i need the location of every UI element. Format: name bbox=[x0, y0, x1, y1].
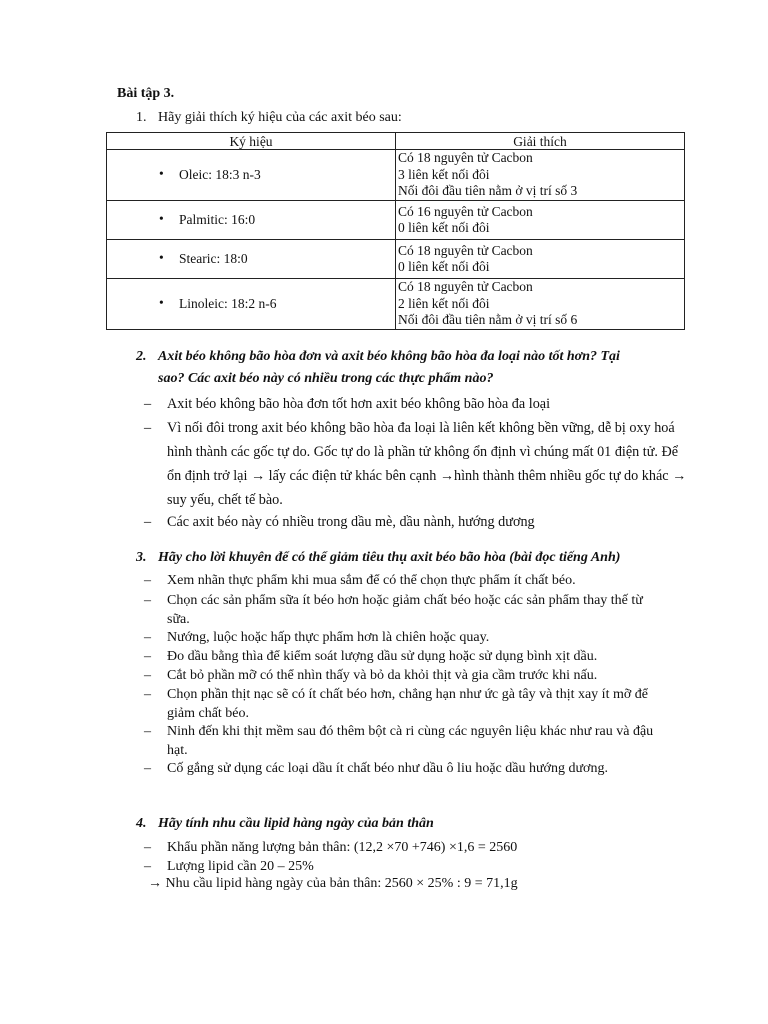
result-line: → Nhu cầu lipid hàng ngày của bản thân: 2560 × 25% : 9 = 71,1g bbox=[148, 876, 518, 891]
question-number: 1. bbox=[136, 110, 147, 125]
list-item: – Axit béo không bão hòa đơn tốt hơn axit béo không bão hòa đa loại bbox=[144, 396, 551, 412]
symbol-cell: • Palmitic: 16:0 bbox=[107, 201, 396, 240]
question-1 bbox=[136, 110, 402, 126]
bullet-icon: • bbox=[159, 250, 164, 265]
list-item: – Xem nhãn thực phẩm khi mua sắm để có thể chọn thực phẩm ít chất béo. bbox=[144, 573, 576, 588]
question-3-heading: 3. Hãy cho lời khuyên để có thể giảm tiêu thụ axit béo bão hòa (bài đọc tiếng Anh) bbox=[136, 547, 696, 569]
question-number: 3. bbox=[136, 550, 147, 565]
list-item: – Lượng lipid cần 20 – 25% bbox=[144, 859, 314, 874]
list-item: – Chọn các sản phẩm sữa ít béo hơn hoặc giảm chất béo hoặc các sản phẩm thay thế từ sữa. bbox=[144, 593, 643, 627]
symbol-cell: • Stearic: 18:0 bbox=[107, 240, 396, 279]
list-item: – Khẩu phần năng lượng bản thân: (12,2 ×70 +746) ×1,6 = 2560 bbox=[144, 840, 518, 855]
list-item: – Các axit béo này có nhiều trong dầu mè, dầu nành, hướng dương bbox=[144, 514, 535, 530]
bullet-icon: • bbox=[159, 295, 164, 310]
table-row bbox=[107, 150, 685, 201]
symbol-cell: • Oleic: 18:3 n-3 bbox=[107, 150, 396, 201]
question-4-heading: 4. Hãy tính nhu cầu lipid hàng ngày của bản thân bbox=[136, 813, 676, 835]
fatty-acid-table bbox=[106, 132, 685, 330]
list-item: – Chọn phần thịt nạc sẽ có ít chất béo hơn, chẳng hạn như ức gà tây và thịt xay ít mỡ để giảm chất béo. bbox=[144, 687, 648, 721]
table-row bbox=[107, 279, 685, 330]
question-number: 2. bbox=[136, 349, 147, 364]
question-text: Hãy giải thích ký hiệu của các axit béo sau: bbox=[158, 110, 402, 125]
table-row bbox=[107, 201, 685, 240]
list-item: – Đo dầu bằng thìa để kiểm soát lượng dầu sử dụng hoặc sử dụng bình xịt dầu. bbox=[144, 649, 598, 664]
question-2-heading: 2. Axit béo không bão hòa đơn và axit béo không bão hòa đa loại nào tốt hơn? Tại sao? Các axit béo này có nhiều trong các thực phẩm nào? bbox=[136, 346, 676, 390]
table-header-row bbox=[107, 133, 685, 150]
explanation-cell: Có 18 nguyên tử Cacbon 0 liên kết nối đôi bbox=[396, 240, 685, 279]
column-header-explanation: Giải thích bbox=[396, 133, 685, 150]
list-item: – Cố gắng sử dụng các loại dầu ít chất béo như dầu ô liu hoặc dầu hướng dương. bbox=[144, 761, 608, 776]
list-item: – Nướng, luộc hoặc hấp thực phẩm hơn là chiên hoặc quay. bbox=[144, 630, 490, 645]
exercise-title: Bài tập 3. bbox=[117, 86, 175, 101]
explanation-cell: Có 16 nguyên tử Cacbon 0 liên kết nối đôi bbox=[396, 201, 685, 240]
explanation-cell: Có 18 nguyên tử Cacbon 3 liên kết nối đôi Nối đôi đầu tiên nằm ở vị trí số 3 bbox=[396, 150, 685, 201]
question-number: 4. bbox=[136, 816, 147, 831]
list-item: – Ninh đến khi thịt mềm sau đó thêm bột cà ri cùng các nguyên liệu khác như rau và đậu hạt. bbox=[144, 724, 654, 758]
bullet-icon: • bbox=[159, 166, 164, 181]
list-item: – Cắt bỏ phần mỡ có thể nhìn thấy và bỏ da khỏi thịt và gia cầm trước khi nấu. bbox=[144, 668, 598, 683]
symbol-cell: • Linoleic: 18:2 n-6 bbox=[107, 279, 396, 330]
column-header-symbol: Ký hiệu bbox=[107, 133, 396, 150]
explanation-cell: Có 18 nguyên tử Cacbon 2 liên kết nối đôi Nối đôi đầu tiên nằm ở vị trí số 6 bbox=[396, 279, 685, 330]
table-row bbox=[107, 240, 685, 279]
bullet-icon: • bbox=[159, 211, 164, 226]
list-item: – Vì nối đôi trong axit béo không bão hòa đa loại là liên kết không bền vững, dễ bị oxy hoá hình thành các gốc tự do. Gốc tự do là phần tử không ổn định vì chúng mất 01 điện tử. Để ổn định trở lại → lấy các điện tử khác bên cạnh →hình thành thêm nhiều gốc tự do khác → suy yếu, chết tế bào. bbox=[144, 420, 687, 508]
